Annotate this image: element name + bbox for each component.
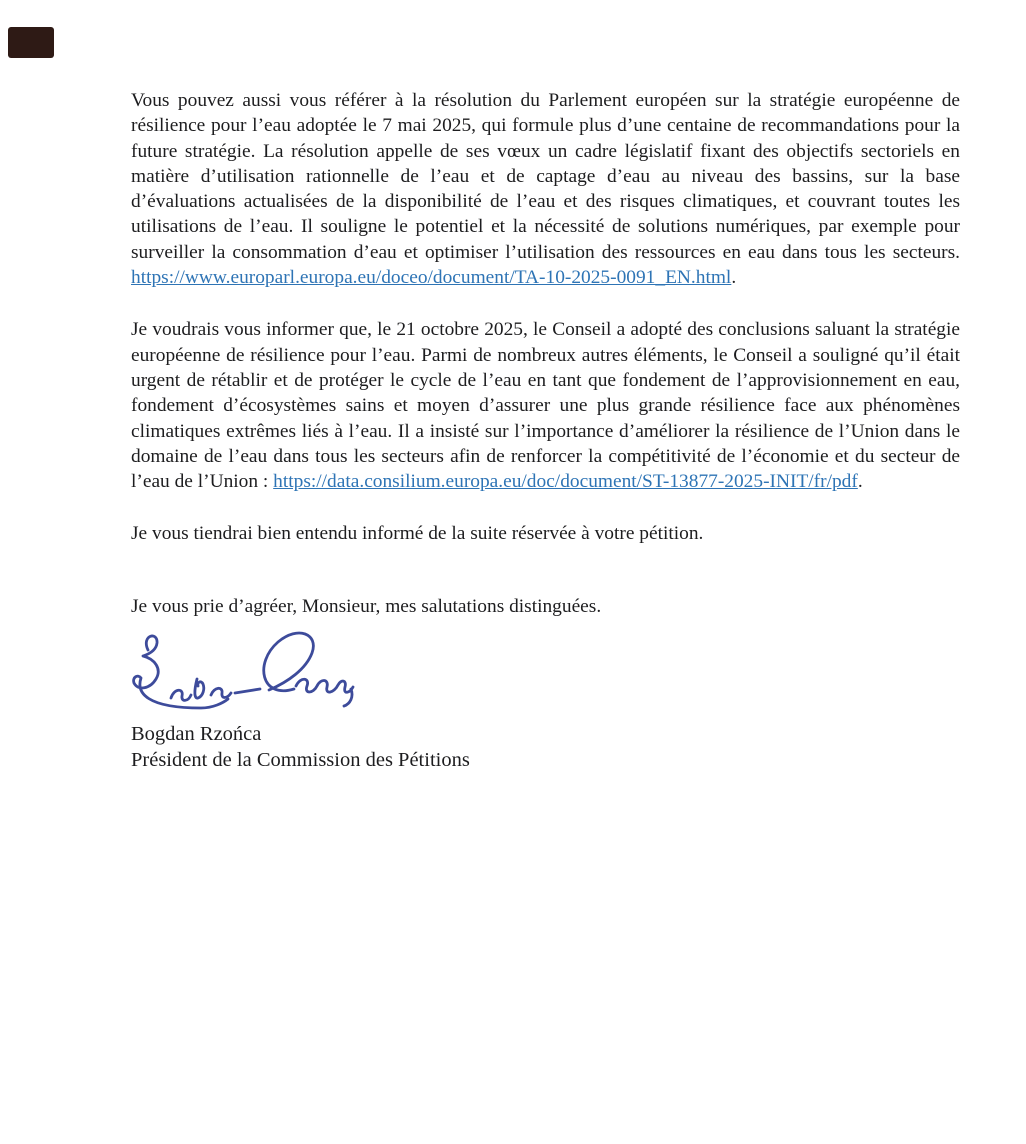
signature-ink-icon	[131, 629, 357, 719]
signer-title: Président de la Commission des Pétitions	[131, 749, 470, 772]
consilium-conclusions-link[interactable]: https://data.consilium.europa.eu/doc/document/ST-13877-2025-INIT/fr/pdf	[273, 471, 858, 493]
letter-body	[131, 88, 960, 773]
consilium-link-period: .	[857, 471, 863, 493]
scan-artifact-mark	[8, 27, 54, 58]
handwritten-signature	[131, 629, 960, 719]
paragraph-council-conclusions-text: Je voudrais vous informer que, le 21 octobre 2025, le Conseil a adopté des conclusions saluant la stratégie européenne de résilience pour l’eau. Parmi de nombreux autres éléments, le Conseil a souligné qu’il était urgent de rétablir et de protéger le cycle de l’eau en tant que fondement de l’approvisionnement en eau, fondement d’écosystèmes sains et moyen d’assurer une plus grande résilience face aux phénomènes climatiques extrêmes liés à l’eau. Il a insisté sur l’importance d’améliorer la résilience de l’Union dans le domaine de l’eau dans tous les secteurs afin de renforcer la compétitivité de l’économie et du secteur de l’eau de l’Union :	[131, 319, 960, 493]
paragraph-parliament-resolution	[131, 88, 960, 290]
europarl-link-period: .	[731, 267, 737, 289]
closing-line-salutation: Je vous prie d’agréer, Monsieur, mes salutations distinguées.	[131, 595, 602, 617]
europarl-resolution-link[interactable]: https://www.europarl.europa.eu/doceo/document/TA-10-2025-0091_EN.html	[131, 267, 732, 289]
signer-name: Bogdan Rzońca	[131, 723, 262, 746]
paragraph-council-conclusions	[131, 317, 960, 494]
paragraph-parliament-resolution-text: Vous pouvez aussi vous référer à la résolution du Parlement européen sur la stratégie européenne de résilience pour l’eau adoptée le 7 mai 2025, qui formule plus d’une centaine de recommandations pour la future stratégie. La résolution appelle de ses vœux un cadre législatif fixant des objectifs sectoriels en matière d’utilisation rationnelle de l’eau et de captage d’eau au niveau des bassins, sur la base d’évaluations actualisées de la disponibilité de l’eau et des risques climatiques, et couvrant toutes les utilisations de l’eau. Il souligne le potentiel et la nécessité de solutions numériques, par exemple pour surveiller la consommation d’eau et optimiser l’utilisation des ressources en eau dans tous les secteurs.	[131, 90, 960, 263]
closing-line-informed: Je vous tiendrai bien entendu informé de la suite réservée à votre pétition.	[131, 523, 704, 545]
